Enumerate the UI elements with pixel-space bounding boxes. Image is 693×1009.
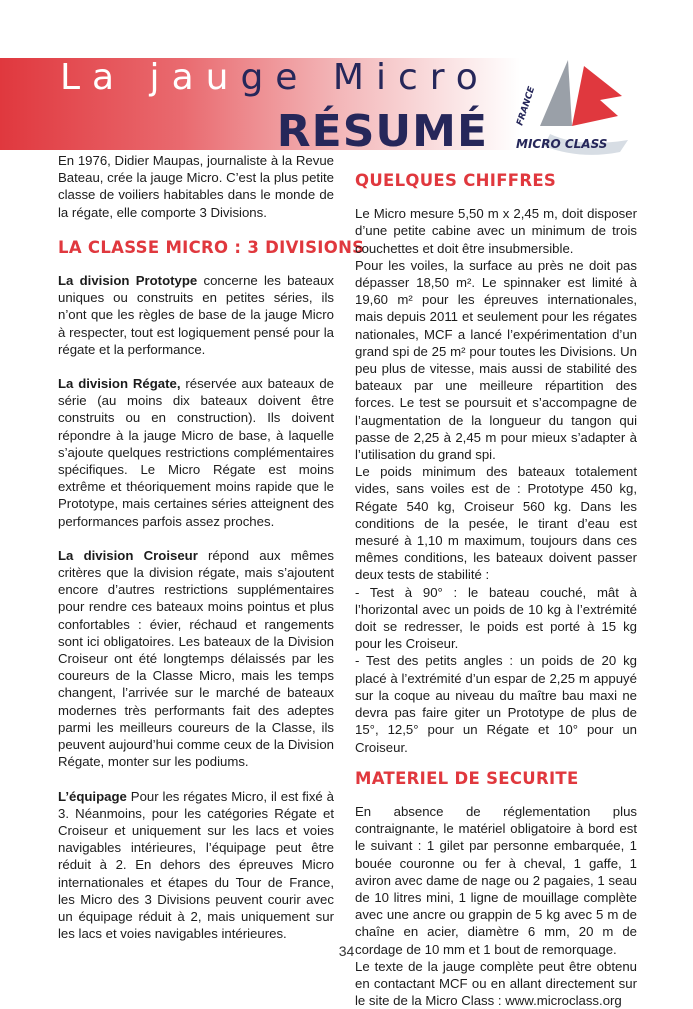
page-title: RÉSUMÉ xyxy=(276,106,488,157)
section-heading-divisions: LA CLASSE MICRO : 3 DIVISIONS xyxy=(58,237,365,257)
paragraph-regate xyxy=(58,375,334,530)
intro-paragraph: En 1976, Didier Maupas, journaliste à la Revue Bateau, crée la jauge Micro. C’est la plus petite classe de voiliers habitables dans le monde de la régate, elle comporte 3 Divisions. xyxy=(58,153,334,220)
micro-class-logo xyxy=(510,56,640,164)
securite-paragraph-1: En absence de réglementation plus contraignante, le matériel obligatoire à bord est le suivant : 1 gilet par personne embarquée, 1 bouée couronne ou fer à cheval, 1 gaffe, 1 aviron avec dame de nage ou 2 pagaies, 1 seau de 10 litres mini, 1 ligne de mouillage complète avec une ancre ou grappin de 5 kg avec 5 m de chaîne en acier, diamètre 6 mm, 20 m de cordage de 10 mm et 1 bout de remorquage. xyxy=(355,803,637,957)
page-number: 34 xyxy=(338,943,355,959)
paragraph-prototype xyxy=(58,272,334,358)
header-kicker xyxy=(60,57,490,98)
text-croiseur: répond aux mêmes critères que la division régate, mais s’ajoutent encore d’autres restrictions supplémentaires pour rendre ces bateaux moins pointus et plus confortables : évier, réchaud et rangements sont ici obligatoires. Les bateaux de la Division Croiseur ont été longtemps délaissés par les coureurs de la Classe Micro, mais les temps changent, l’arrivée sur le marché de bateaux modernes très performants fait des adeptes parmi les meilleurs coureurs de la Classe, ils peuvent aujourd’hui comme ceux de la Division Régate, monter sur les podiums. xyxy=(58,547,334,770)
lead-prototype: La division Prototype xyxy=(58,273,198,289)
lead-croiseur: La division Croiseur xyxy=(58,547,198,563)
logo-text-class: MICRO CLASS xyxy=(516,137,608,151)
chiffres-paragraph-5: - Test des petits angles : un poids de 20 kg placé à l’extrémité d’un espar de 2,25 m appuyé sur la coque au niveau du maître bau maxi ne devra pas faire giter un Prototype de plus de 15°, 12,5° pour un Régate et 10° pour un Croiseur. xyxy=(355,653,637,755)
section-heading-securite: MATERIEL DE SECURITE xyxy=(355,768,579,788)
securite-paragraph-2: Le texte de la jauge complète peut être obtenu en contactant MCF ou en allant directement sur le site de la Micro Class : www.microclass.org xyxy=(355,958,637,1009)
chiffres-paragraph-4: - Test à 90° : le bateau couché, mât à l’horizontal avec un poids de 10 kg à l’extrémité doit se redresser, le poids est porté à 15 kg pour les Croiseur. xyxy=(355,584,637,652)
left-column xyxy=(58,150,365,942)
kicker-light: La jau xyxy=(60,57,241,98)
paragraph-equipage xyxy=(58,788,334,943)
chiffres-paragraph-1: Le Micro mesure 5,50 m x 2,45 m, doit disposer d’une petite cabine avec un minimum de trois couchettes et doit être insubmersible. xyxy=(355,206,637,256)
text-regate: réservée aux bateaux de série (au moins dix bateaux doivent être construits ou en construction). Ils doivent répondre à la jauge Micro de base, à laquelle s’ajoute quelques restrictions complémentaires spécifiques. Le Micro Régate est moins extrême et théoriquement moins rapide que le Prototype, mais certaines séries atteignent des performances parfois assez proches. xyxy=(58,376,334,529)
kicker-dark: ge Micro xyxy=(240,57,490,98)
chiffres-paragraph-2: Pour les voiles, la surface au près ne doit pas dépasser 18,50 m². Le spinnaker est limité à 19,60 m² pour les épreuves internationales, mais depuis 2011 et seulement pour les régates nationales, MCF a lancé l’expérimentation d’un grand spi de 25 m² pour toutes les Divisions. Un peu plus de vitesse, mais aussi de stabilité des bateaux par une meilleure répartition des forces. Le test se poursuit et s’accompagne de l’augmentation de la longueur du tangon qui passe de 2,25 à 2,45 m pour mieux s’adapter à l’utilisation du grand spi. xyxy=(355,257,637,463)
logo-text-france: FRANCE xyxy=(515,85,538,127)
lead-regate: La division Régate, xyxy=(58,376,181,392)
right-column xyxy=(355,150,637,1009)
text-equipage: Pour les régates Micro, il est fixé à 3. Néanmoins, pour les catégories Régate et Croiseur et uniquement sur les lacs et voies navigables intérieures, l’équipage peut être réduit à 2. En dehors des épreuves Micro internationales et étapes du Tour de France, les Micro des 3 Divisions peuvent courir avec un équipage réduit à 2, mais uniquement sur les lacs et voies navigables intérieures. xyxy=(58,788,334,942)
chiffres-paragraph-3: Le poids minimum des bateaux totalement vides, sans voiles est de : Prototype 450 kg, Régate 540 kg, Croiseur 560 kg. Dans les conditions de la pesée, le tirant d’eau est mesuré à 1,10 m maximum, toujours dans ces mêmes conditions, les bateaux doivent passer deux tests de stabilité : xyxy=(355,464,637,583)
section-heading-chiffres: QUELQUES CHIFFRES xyxy=(355,171,557,190)
paragraph-croiseur xyxy=(58,547,334,771)
text-prototype: concerne les bateaux uniques ou construits en petites séries, ils n’ont que les règles de base de la jauge Micro à respecter, tout est logiquement pensé pour la régate et la performance. xyxy=(58,273,335,357)
lead-equipage: L’équipage xyxy=(58,788,127,804)
